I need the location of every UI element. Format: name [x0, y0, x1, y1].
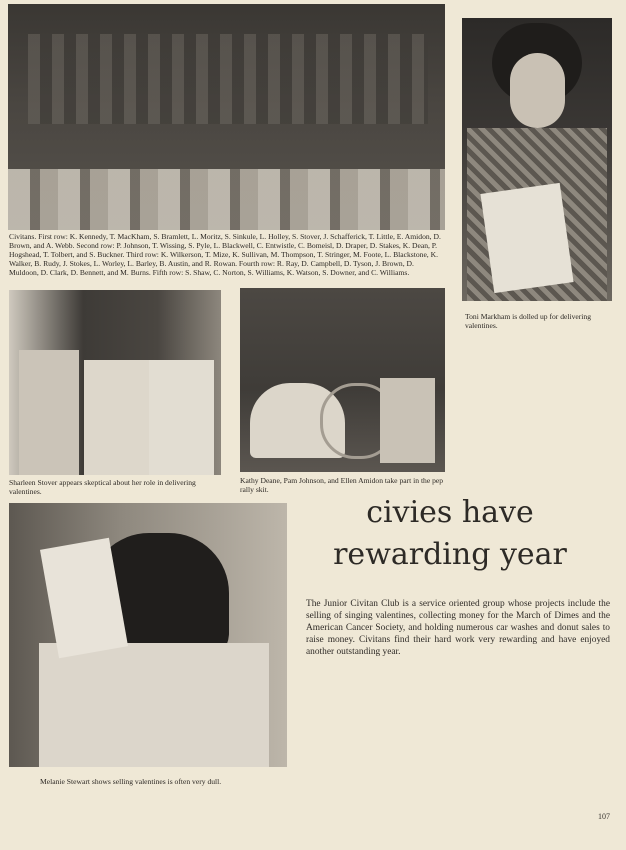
- page-number: 107: [598, 812, 610, 821]
- toni-photo: [462, 18, 612, 301]
- melanie-photo: [9, 503, 287, 767]
- melanie-photo-caption: Melanie Stewart shows selling valentines is often very dull.: [40, 777, 222, 786]
- headline-line-1: civies have: [366, 495, 534, 530]
- group-photo-caption: Civitans. First row: K. Kennedy, T. MacKham, S. Bramlett, L. Moritz, S. Sinkule, L. Holley, S. Stover, J. Schafferick, T. Little, E. Amidon, D. Brown, and A. Webb. Second row: P. Johnson, T. Wissing, S. Pyle, L. Blackwell, C. Entwistle, C. Bomeisl, D. Draper, D. Stakes, K. Dean, P. Hogshead, T. Tolbert, and S. Buckner. Third row: K. Wilkerson, T. Mize, K. Sullivan, M. Thompson, T. Stringer, M. Foote, L. Blackstone, K. Walker, B. Rudy, J. Stokes, L. Worley, L. Barley, B. Austin, and R. Rowan. Fourth row: R. Ray, D. Campbell, D. Tyson, J. Brown, D. Muldoon, D. Clark, D. Bennett, and M. Burns. Fifth row: S. Shaw, C. Norton, S. Williams, K. Watson, S. Downer, and C. Williams.: [9, 232, 441, 277]
- sharleen-photo-center-figure: [84, 360, 154, 475]
- group-photo-front-row: [8, 169, 445, 230]
- group-photo-back-rows: [28, 34, 428, 124]
- skit-photo-kneeling-figure: [380, 378, 435, 463]
- sharleen-photo: [9, 290, 221, 475]
- sharleen-photo-right-figure: [149, 360, 214, 475]
- headline-line-2: rewarding year: [333, 537, 567, 572]
- toni-photo-caption: Toni Markham is dolled up for delivering valentines.: [465, 312, 592, 330]
- skit-photo: [240, 288, 445, 472]
- toni-photo-face: [510, 53, 565, 128]
- sharleen-photo-left-figure: [19, 350, 79, 475]
- melanie-photo-sweater: [39, 643, 269, 767]
- skit-photo-caption: Kathy Deane, Pam Johnson, and Ellen Amidon take part in the pep rally skit.: [240, 476, 444, 494]
- toni-photo-paper: [480, 183, 573, 293]
- group-photo: [8, 4, 445, 230]
- sharleen-photo-caption: Sharleen Stover appears skeptical about her role in delivering valentines.: [9, 478, 196, 496]
- article-body: The Junior Civitan Club is a service oriented group whose projects include the selling of singing valentines, collecting money for the March of Dimes and the American Cancer Society, and holding numerous car washes and donut sales to raise money. Civitans find their hard work very rewarding and have enjoyed another outstanding year.: [306, 599, 610, 657]
